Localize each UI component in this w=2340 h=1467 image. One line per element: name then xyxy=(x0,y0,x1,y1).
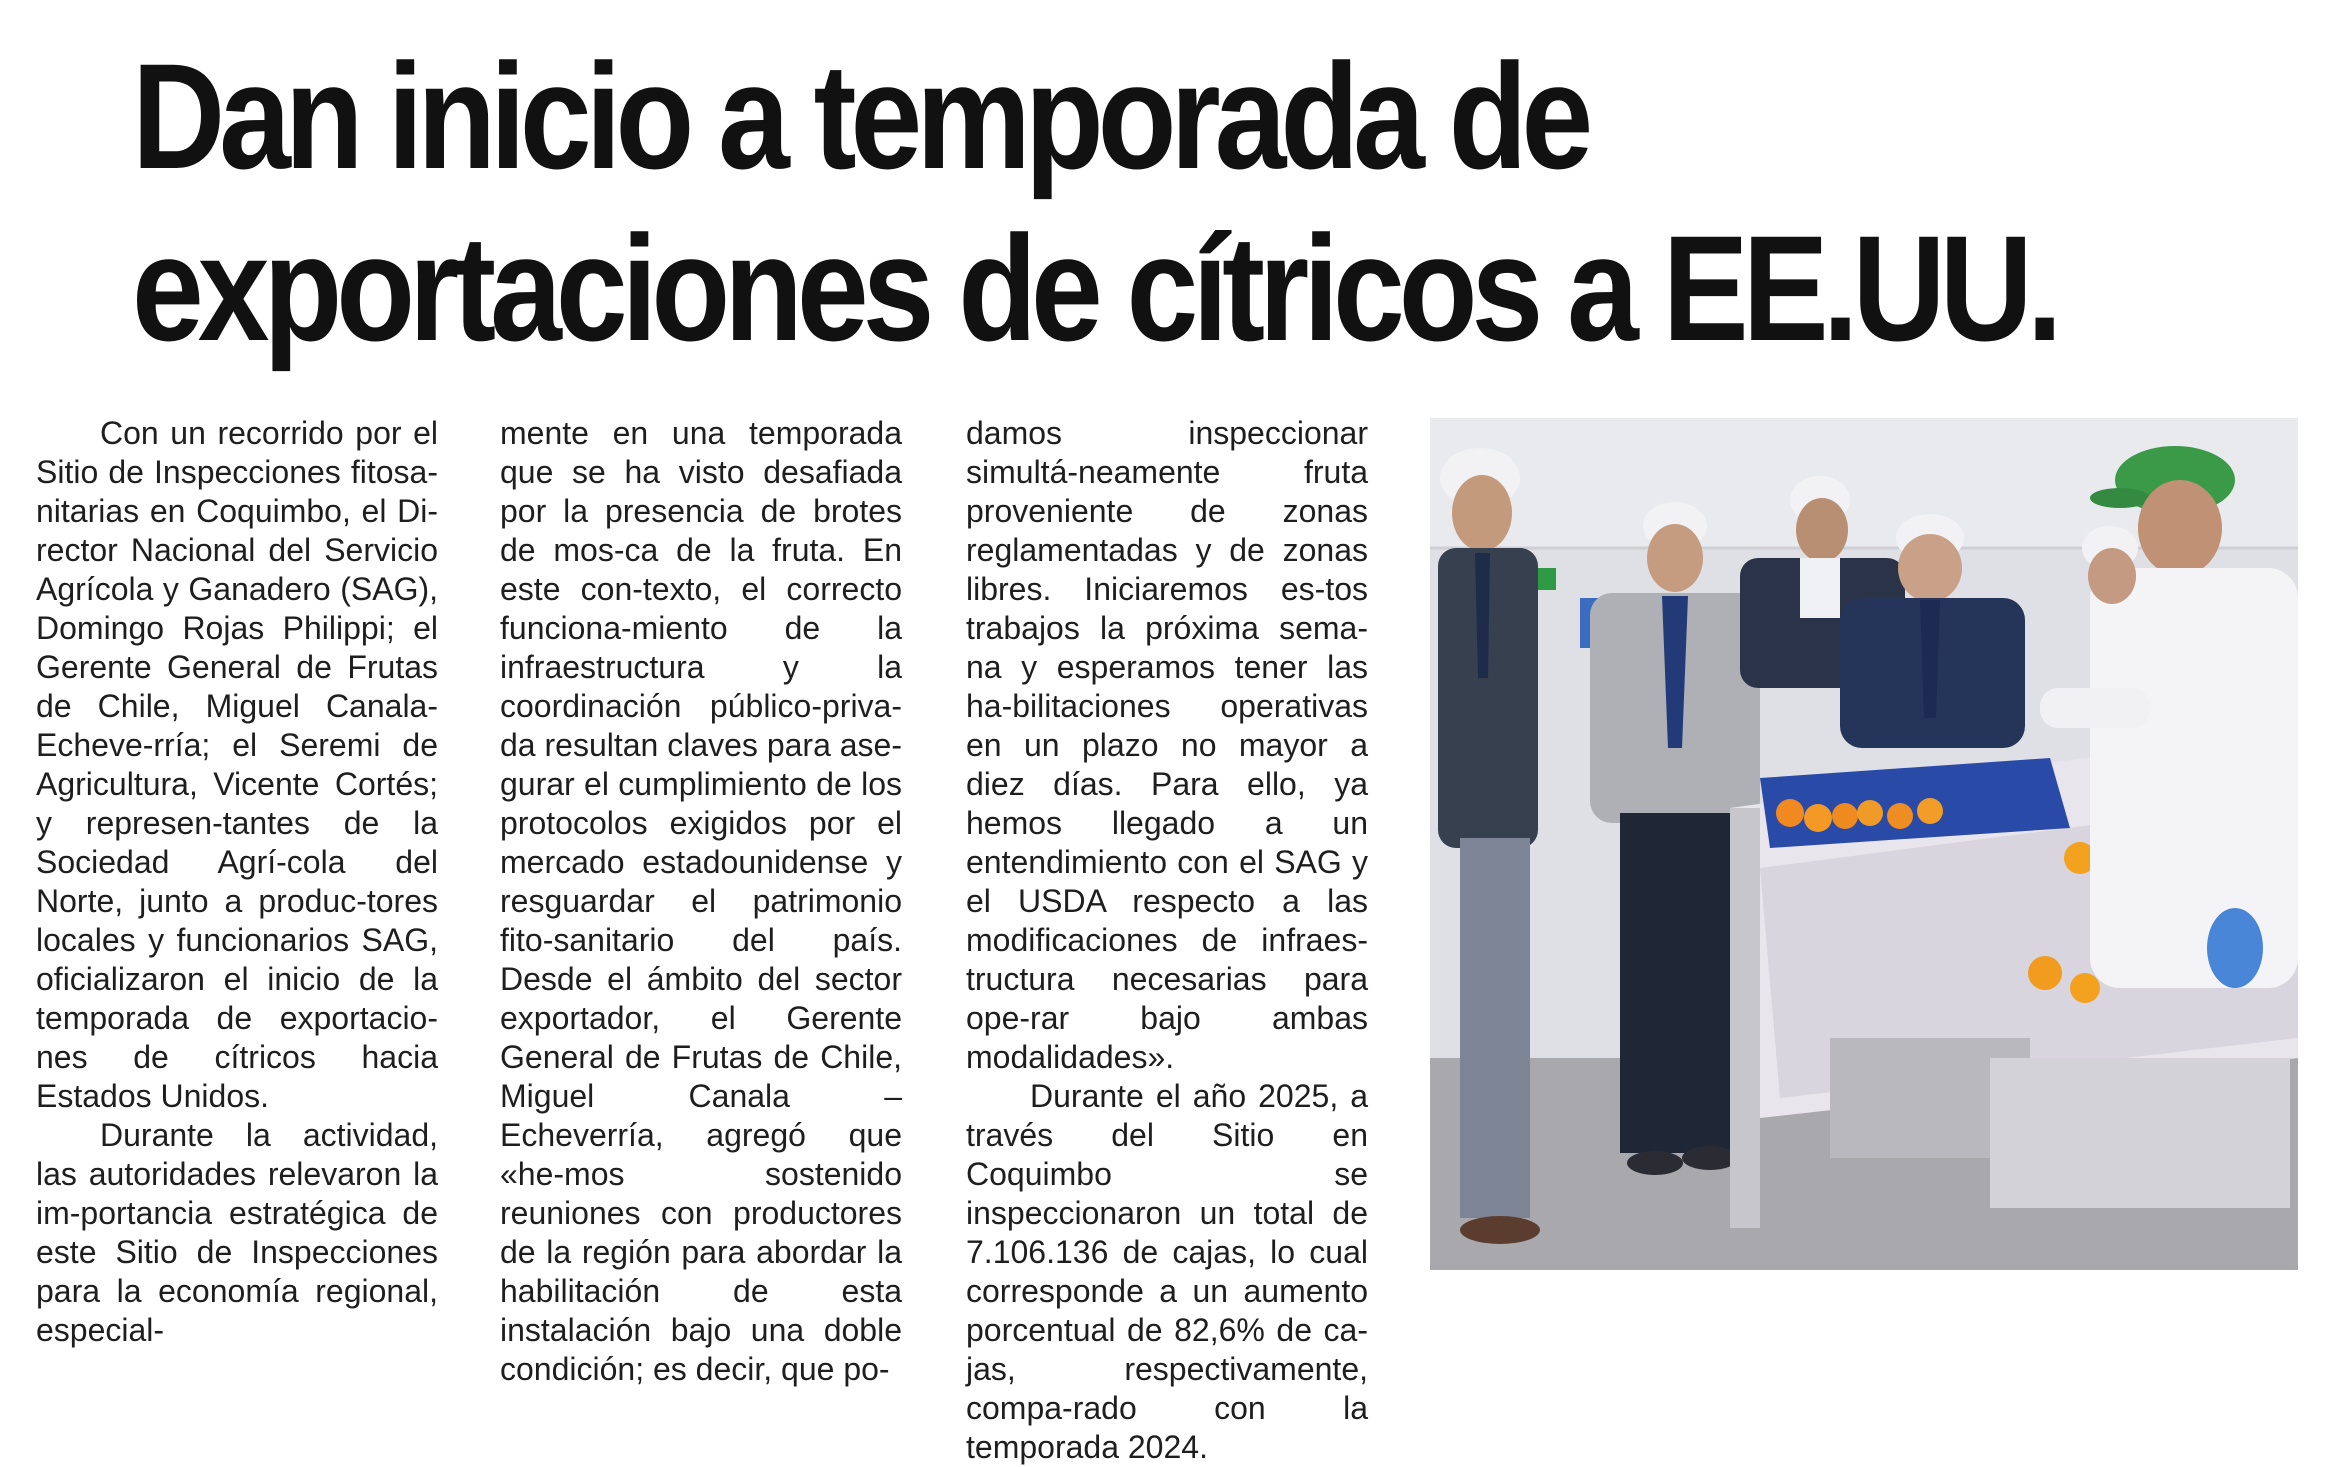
orange-fruit xyxy=(2028,956,2062,990)
article-column-3 xyxy=(966,414,1368,1467)
article-column-2 xyxy=(500,414,902,1389)
column-1-paragraph-2: Durante la actividad, las autoridades relevaron la im-portancia estratégica de este Sitio de Inspecciones para la economía regional, especial- xyxy=(36,1117,438,1348)
headline-line-1: Dan inicio a temporada de xyxy=(132,32,1588,200)
orange-fruit xyxy=(2070,973,2100,1003)
article-column-1 xyxy=(36,414,438,1350)
headline-line-2: exportaciones de cítricos a EE.UU. xyxy=(132,204,2057,372)
article-headline xyxy=(132,30,2057,374)
column-3-paragraph-2: Durante el año 2025, a través del Sitio en Coquimbo se inspeccionaron un total de 7.106.136 de cajas, lo cual corresponde a un aumento porcentual de 82,6% de ca-jas, respectivamente, compa-rado con la temporada 2024. xyxy=(966,1078,1368,1465)
article-photo xyxy=(1430,418,2298,1270)
column-1-paragraph-1: Con un recorrido por el Sitio de Inspecciones fitosa-nitarias en Coquimbo, el Di-rector Nacional del Servicio Agrícola y Ganadero (SAG), Domingo Rojas Philippi; el Gerente General de Frutas de Chile, Miguel Canala-Echeve-rría; el Seremi de Agricultura, Vicente Cortés; y represen-tantes de la Sociedad Agrí-cola del Norte, junto a produc-tores locales y funcionarios SAG, oficializaron el inicio de la temporada de exportacio-nes de cítricos hacia Estados Unidos. xyxy=(36,415,438,1114)
column-3-paragraph-1: damos inspeccionar simultá-neamente fruta proveniente de zonas reglamentadas y de zonas libres. Iniciaremos es-tos trabajos la próxima sema-na y esperamos tener las ha-bilitaciones operativas en un plazo no mayor a diez días. Para ello, ya hemos llegado a un entendimiento con el SAG y el USDA respecto a las modificaciones de infraes-tructura necesarias para ope-rar bajo ambas modalidades». xyxy=(966,415,1368,1075)
column-2-paragraph-1: mente en una temporada que se ha visto desafiada por la presencia de brotes de mos-ca de la fruta. En este con-texto, el correcto funciona-miento de la infraestructura y la coordinación público-priva-da resultan claves para ase-gurar el cumplimiento de los protocolos exigidos por el mercado estadounidense y resguardar el patrimonio fito-sanitario del país. Desde el ámbito del sector exportador, el Gerente General de Frutas de Chile, Miguel Canala – Echeverría, agregó que «he-mos sostenido reuniones con productores de la región para abordar la habilitación de esta instalación bajo una doble condición; es decir, que po- xyxy=(500,415,902,1387)
photo-illustration xyxy=(1430,418,2298,1270)
